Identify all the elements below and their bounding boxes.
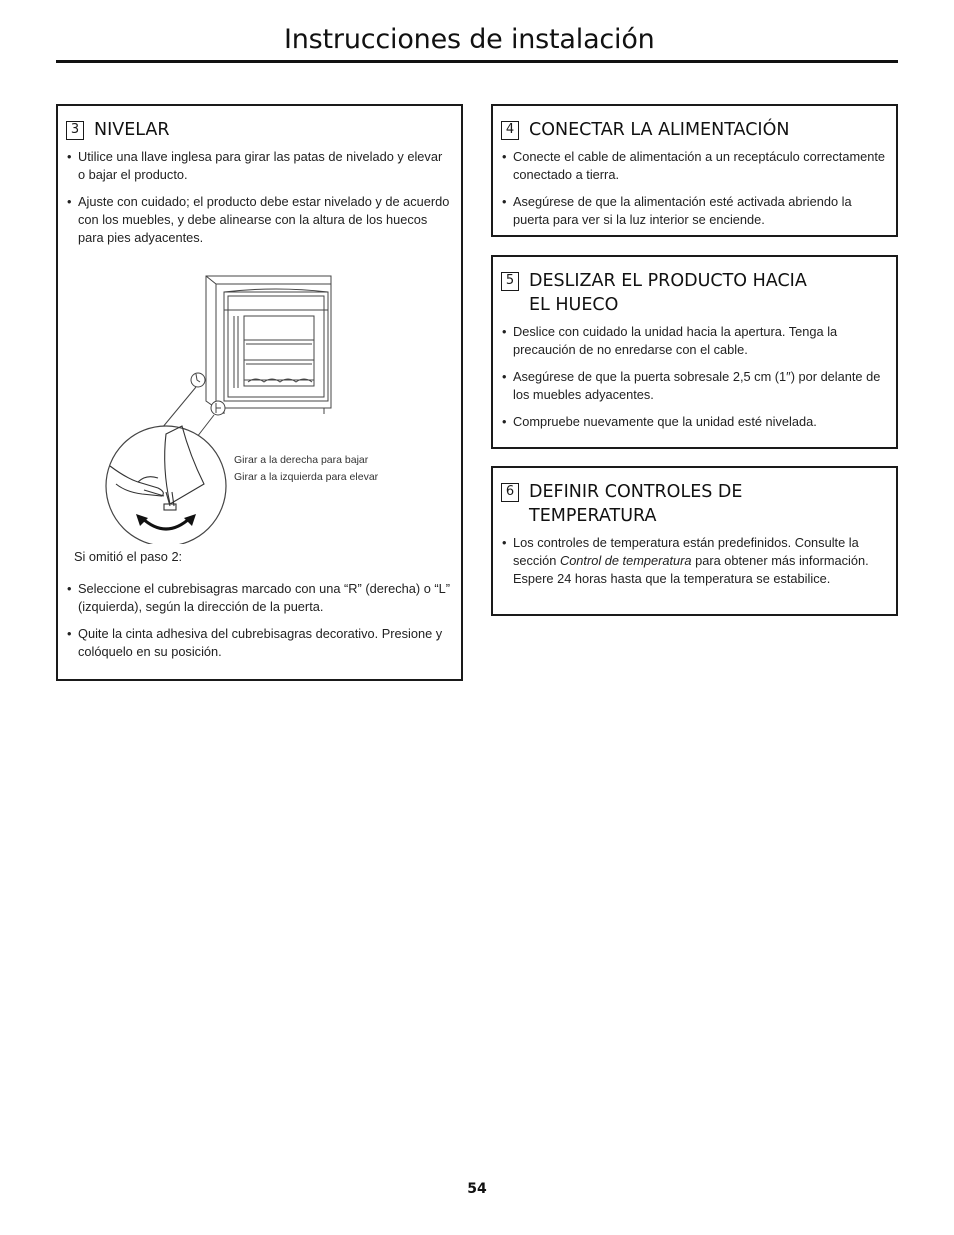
list-item: • Deslice con cuidado la unidad hacia la apertura. Tenga la precaución de no enredarse con el cable. — [502, 324, 838, 357]
step-6-box — [491, 466, 898, 616]
step-3-header — [66, 118, 451, 142]
list-item: • Ajuste con cuidado; el producto debe estar nivelado y de acuerdo con los muebles, y debe alinearse con la altura de los huecos para pies adyacentes. — [67, 194, 450, 245]
page-number: 54 — [467, 1181, 487, 1197]
appliance-illustration — [66, 256, 454, 544]
list-item: • Quite la cinta adhesiva del cubrebisagras decorativo. Presione y colóquelo en su posición. — [67, 626, 443, 659]
list-item: • Asegúrese de que la puerta sobresale 2,5 cm (1″) por delante de los muebles adyacentes. — [502, 369, 881, 402]
step-3-number: 3 — [66, 121, 84, 140]
step-4-bullets — [501, 148, 886, 229]
step-6-title: DEFINIR CONTROLES DE TEMPERATURA — [529, 482, 743, 526]
step-3-bullets-after — [66, 580, 451, 661]
step-4-title: CONECTAR LA ALIMENTACIÓN — [529, 120, 790, 140]
step-6-header — [501, 480, 886, 528]
list-item: • Conecte el cable de alimentación a un receptáculo correctamente conectado a tierra. — [502, 149, 886, 182]
step-6-bullets — [501, 534, 886, 588]
page-title: Instrucciones de instalación — [284, 24, 655, 55]
section-reference: Control de temperatura — [559, 553, 692, 568]
leveling-diagram — [66, 256, 454, 544]
caption-turn-left: Girar a la izquierda para elevar — [234, 471, 379, 483]
step-3-box — [56, 104, 463, 681]
caption-turn-right: Girar a la derecha para bajar — [234, 454, 369, 466]
step-5-box — [491, 255, 898, 449]
list-item: • Seleccione el cubrebisagras marcado con una “R” (derecha) o “L” (izquierda), según la dirección de la puerta. — [67, 581, 451, 614]
step-4-box — [491, 104, 898, 237]
step-5-title: DESLIZAR EL PRODUCTO HACIA EL HUECO — [529, 271, 807, 315]
step-5-header — [501, 269, 886, 317]
step-4-header — [501, 118, 886, 142]
step-3-title: NIVELAR — [94, 120, 170, 140]
step-3-bullets — [66, 148, 451, 247]
step-4-number: 4 — [501, 121, 519, 140]
step-5-bullets — [501, 323, 886, 431]
list-item: • Asegúrese de que la alimentación esté activada abriendo la puerta para ver si la luz interior se enciende. — [502, 194, 852, 227]
skipped-step-note: Si omitió el paso 2: — [74, 549, 183, 564]
list-item: • Utilice una llave inglesa para girar las patas de nivelado y elevar o bajar el producto. — [67, 149, 443, 182]
title-rule — [56, 60, 898, 63]
step-6-number: 6 — [501, 483, 519, 502]
step-5-number: 5 — [501, 272, 519, 291]
list-item: • Los controles de temperatura están predefinidos. Consulte la sección Control de temperatura para obtener más información. Espere 24 horas hasta que la temperatura se estabilice. — [502, 535, 869, 586]
list-item: • Compruebe nuevamente que la unidad esté nivelada. — [502, 414, 817, 429]
